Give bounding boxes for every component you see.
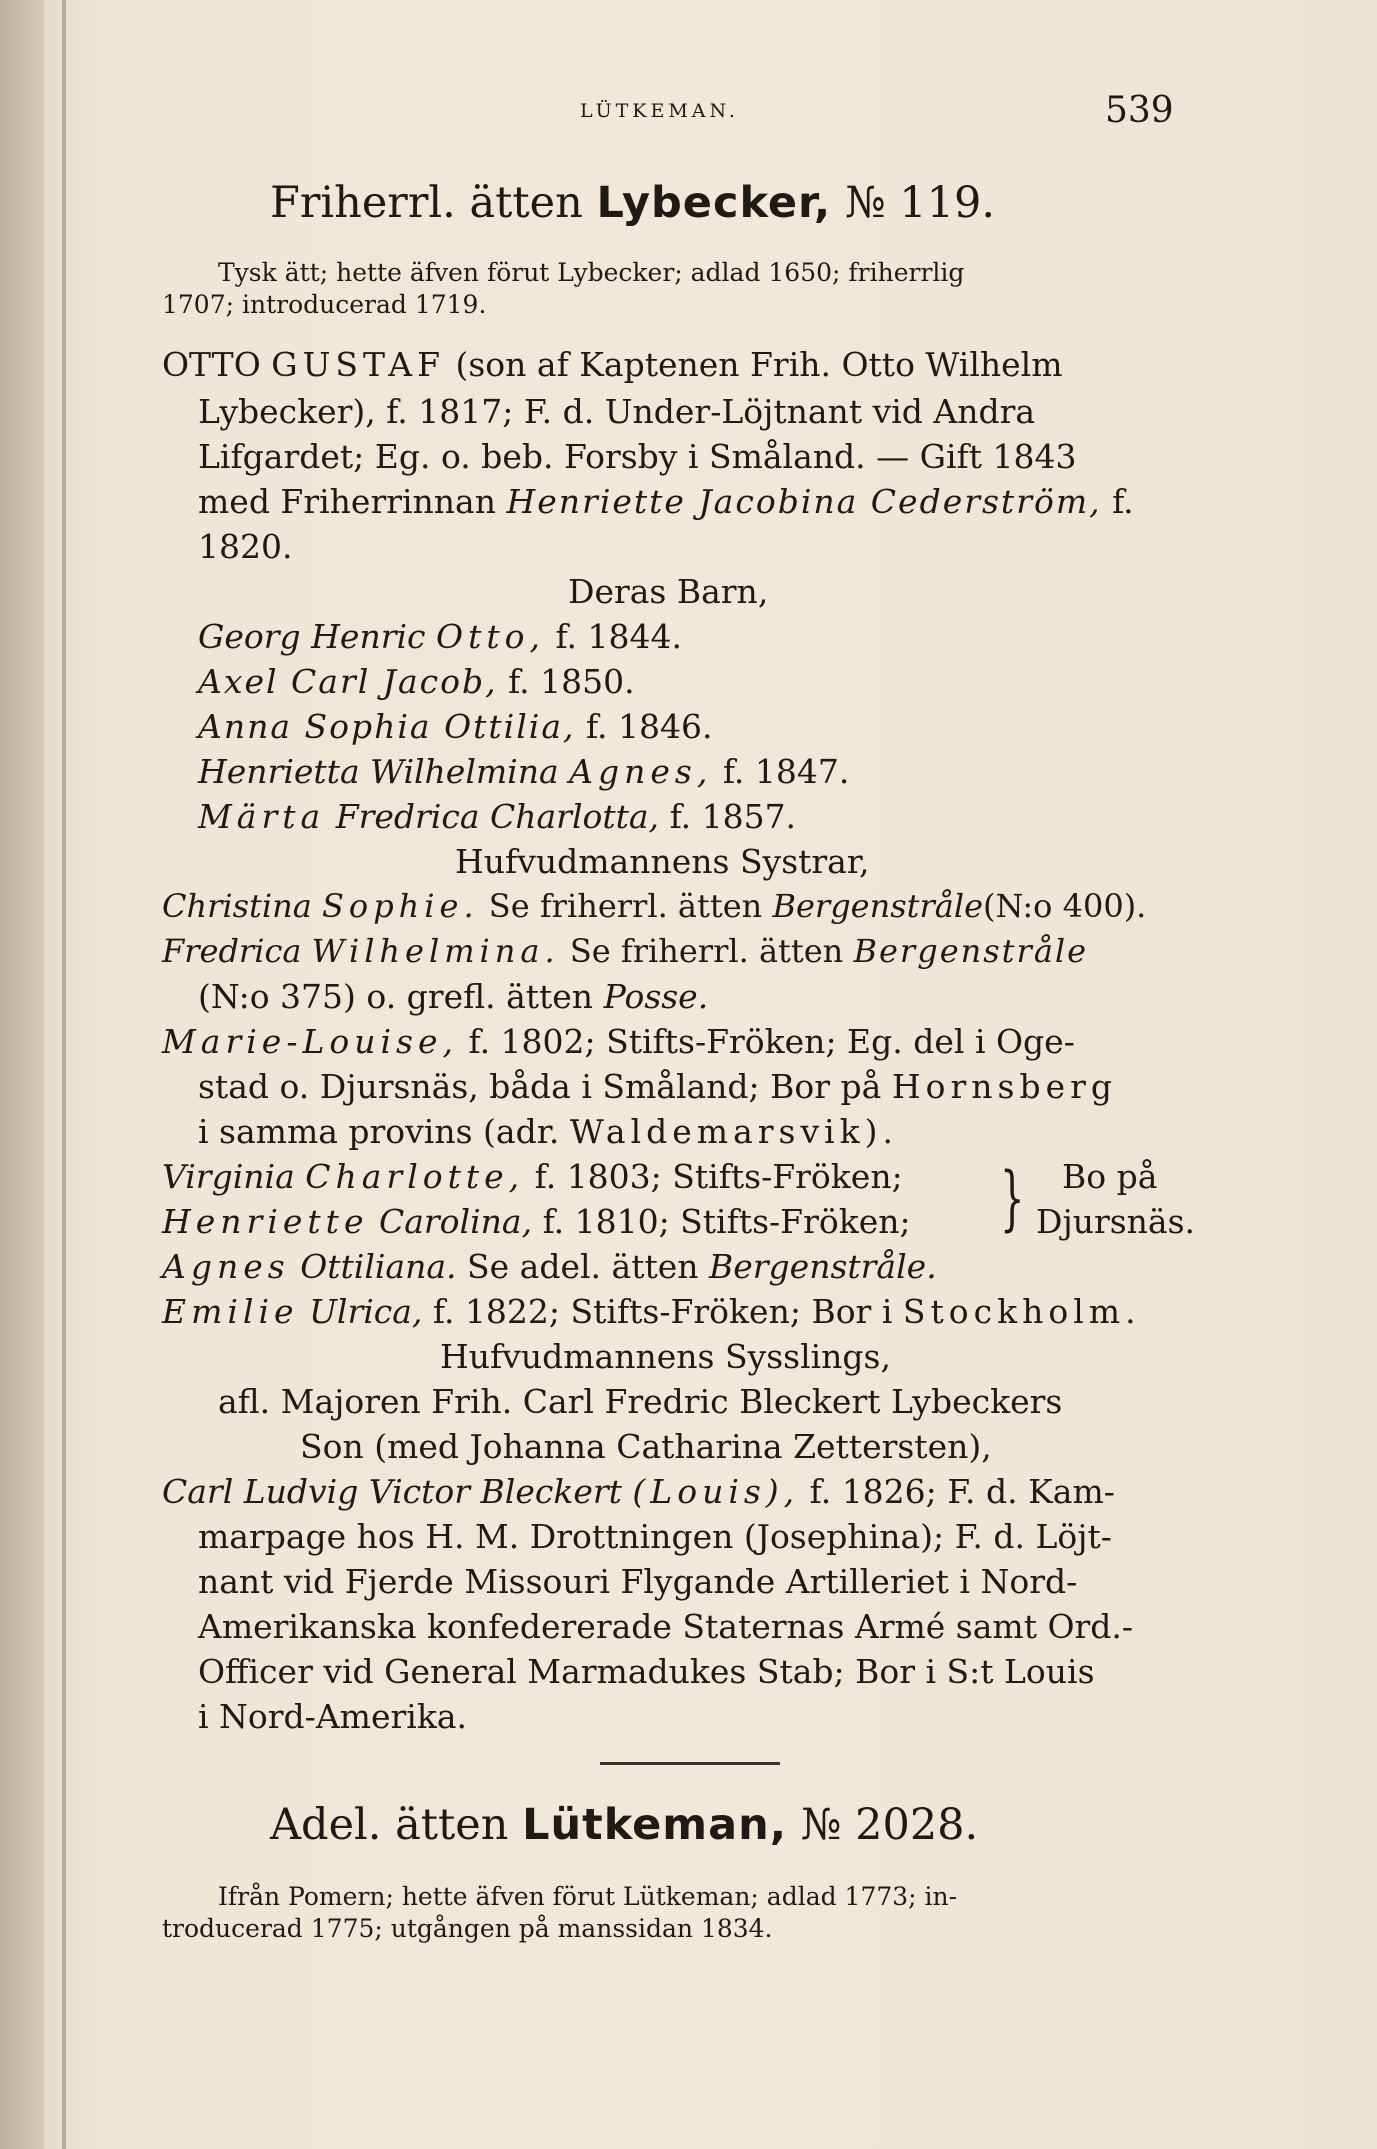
- sister-entry: Fredrica Wilhelmina. Se friherrl. ätten Bergenstråle: [162, 932, 1089, 970]
- heading-prefix: Friherrl. ätten: [270, 178, 583, 228]
- head-of-family-line: OTTO GUSTAF (son af Kaptenen Frih. Otto Wilhelm: [162, 345, 1063, 384]
- child-entry: Axel Carl Jacob, f. 1850.: [198, 662, 635, 701]
- section-heading-sisters: Hufvudmannens Systrar,: [455, 842, 870, 881]
- sister-entry: Agnes Ottiliana. Se adel. ätten Bergenstråle.: [162, 1247, 937, 1286]
- cousin-entry-continued: Amerikanska konfedererade Staternas Armé samt Ord.-: [198, 1607, 1134, 1646]
- sister-entry: Virginia Charlotte, f. 1803; Stifts-Fröken;: [162, 1157, 903, 1196]
- child-entry: Märta Fredrica Charlotta, f. 1857.: [198, 797, 797, 836]
- heading-prefix: Adel. ätten: [270, 1800, 509, 1850]
- section-heading-children: Deras Barn,: [568, 572, 769, 611]
- cousin-entry-continued: i Nord-Amerika.: [198, 1697, 467, 1736]
- cousin-entry-continued: Officer vid General Marmadukes Stab; Bor i S:t Louis: [198, 1652, 1095, 1691]
- gutter-line: [62, 0, 66, 2149]
- head-of-family-line: 1820.: [198, 527, 293, 566]
- running-header: LÜTKEMAN.: [580, 100, 739, 122]
- head-of-family-line: med Friherrinnan Henriette Jacobina Cederström, f.: [198, 482, 1134, 521]
- child-entry: Anna Sophia Ottilia, f. 1846.: [198, 707, 713, 746]
- sister-entry-continued: i samma provins (adr. Waldemarsvik).: [198, 1112, 899, 1151]
- family-intro-line: Ifrån Pomern; hette äfven förut Lütkeman; adlad 1773; in-: [218, 1882, 958, 1911]
- cousins-line: afl. Majoren Frih. Carl Fredric Bleckert Lybeckers: [218, 1382, 1063, 1421]
- section-divider: [600, 1762, 780, 1765]
- sister-entry: Henriette Carolina, f. 1810; Stifts-Fröken;: [162, 1202, 911, 1241]
- heading-family-name: Lybecker,: [596, 178, 832, 228]
- child-entry: Georg Henric Otto, f. 1844.: [198, 617, 682, 656]
- brace-symbol: }: [1000, 1157, 1025, 1239]
- heading-family-name: Lütkeman,: [522, 1800, 788, 1850]
- bracket-note: Bo på: [1062, 1157, 1158, 1196]
- section-heading-cousins: Hufvudmannens Sysslings,: [440, 1337, 891, 1376]
- page-number: 539: [1105, 90, 1174, 131]
- cousin-entry-continued: marpage hos H. M. Drottningen (Josephina); F. d. Löjt-: [198, 1517, 1112, 1556]
- bracket-note: Djursnäs.: [1036, 1202, 1196, 1241]
- family-heading-lutkeman: [270, 1800, 978, 1850]
- family-intro-line: troducerad 1775; utgången på manssidan 1834.: [162, 1914, 773, 1943]
- sister-entry-continued: (N:o 375) o. grefl. ätten Posse.: [198, 977, 709, 1016]
- head-of-family-line: Lybecker), f. 1817; F. d. Under-Löjtnant vid Andra: [198, 392, 1036, 431]
- sister-entry: Marie-Louise, f. 1802; Stifts-Fröken; Eg. del i Oge-: [162, 1022, 1075, 1061]
- cousin-entry-continued: nant vid Fjerde Missouri Flygande Artilleriet i Nord-: [198, 1562, 1078, 1601]
- book-spine-shadow: [0, 0, 44, 2149]
- family-heading-lybecker: [270, 178, 995, 228]
- cousins-line: Son (med Johanna Catharina Zettersten),: [300, 1427, 992, 1466]
- heading-number: № 2028.: [800, 1800, 979, 1850]
- family-intro-line: Tysk ätt; hette äfven förut Lybecker; adlad 1650; friherrlig: [218, 258, 965, 287]
- heading-number: № 119.: [844, 178, 996, 228]
- family-intro-line: 1707; introducerad 1719.: [162, 290, 487, 319]
- sister-entry: Emilie Ulrica, f. 1822; Stifts-Fröken; Bor i Stockholm.: [162, 1292, 1141, 1331]
- sister-entry: Christina Sophie. Se friherrl. ätten Bergenstråle(N:o 400).: [162, 887, 1147, 925]
- sister-entry-continued: stad o. Djursnäs, båda i Småland; Bor på Hornsberg: [198, 1067, 1118, 1106]
- head-of-family-line: Lifgardet; Eg. o. beb. Forsby i Småland. — Gift 1843: [198, 437, 1077, 476]
- cousin-entry: Carl Ludvig Victor Bleckert (Louis), f. 1826; F. d. Kam-: [162, 1472, 1115, 1511]
- child-entry: Henrietta Wilhelmina Agnes, f. 1847.: [198, 752, 850, 791]
